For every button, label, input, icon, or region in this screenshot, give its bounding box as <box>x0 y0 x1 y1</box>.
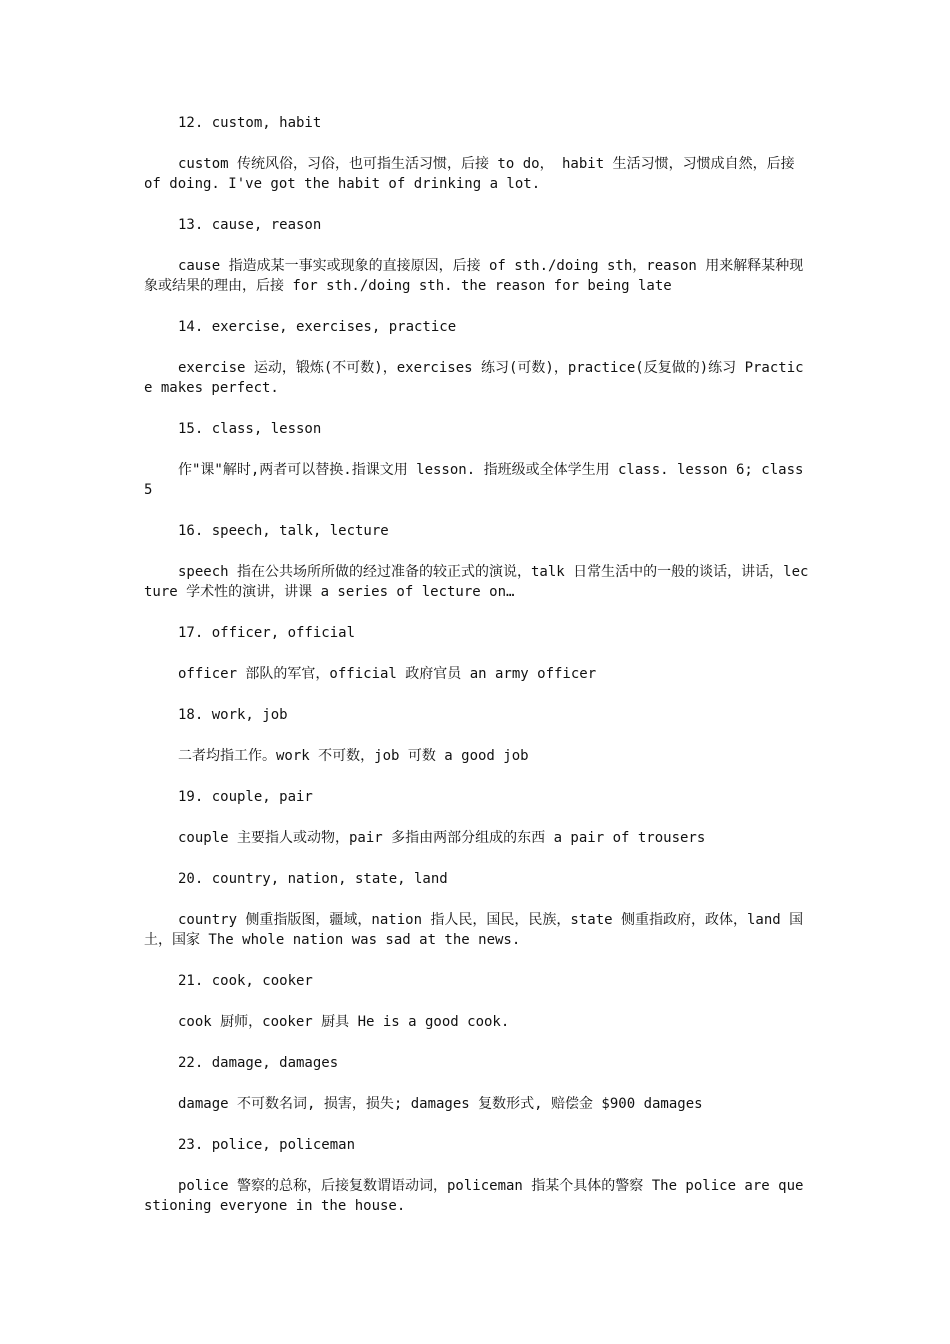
entry-heading: 20. country, nation, state, land <box>178 871 448 887</box>
entry-22 <box>144 1053 809 1114</box>
entry-heading: 19. couple, pair <box>178 789 313 805</box>
entry-body: 作"课"解时,两者可以替换.指课文用 lesson. 指班级或全体学生用 class. lesson 6; class 5 <box>144 462 804 498</box>
entry-14 <box>144 317 809 398</box>
entry-heading: 21. cook, cooker <box>178 973 313 989</box>
entry-17 <box>144 623 809 684</box>
entry-body: 二者均指工作。work 不可数，job 可数 a good job <box>178 748 529 764</box>
entry-19 <box>144 787 809 848</box>
entry-body: speech 指在公共场所所做的经过准备的较正式的演说，talk 日常生活中的一般的谈话，讲话，lecture 学术性的演讲，讲课 a series of lecture on… <box>144 564 809 600</box>
entry-12 <box>144 113 809 194</box>
entry-15 <box>144 419 809 500</box>
entry-heading: 12. custom, habit <box>178 115 322 131</box>
entry-13 <box>144 215 809 296</box>
entry-heading: 23. police, policeman <box>178 1137 356 1153</box>
entry-body: cook 厨师，cooker 厨具 He is a good cook. <box>178 1014 510 1030</box>
document-page <box>144 113 809 1237</box>
entry-heading: 22. damage, damages <box>178 1055 339 1071</box>
entry-body: cause 指造成某一事实或现象的直接原因，后接 of sth./doing sth，reason 用来解释某种现象或结果的理由，后接 for sth./doing sth. the reason for being late <box>144 258 804 294</box>
entry-heading: 13. cause, reason <box>178 217 322 233</box>
entry-16 <box>144 521 809 602</box>
entry-body: officer 部队的军官，official 政府官员 an army officer <box>178 666 597 682</box>
entry-heading: 16. speech, talk, lecture <box>178 523 389 539</box>
entry-body: custom 传统风俗，习俗，也可指生活习惯，后接 to do， habit 生活习惯，习惯成自然，后接 of doing. I've got the habit of drinking a lot. <box>144 156 795 192</box>
entry-body: couple 主要指人或动物，pair 多指由两部分组成的东西 a pair of trousers <box>178 830 706 846</box>
entry-body: country 侧重指版图，疆域，nation 指人民，国民，民族，state 侧重指政府，政体，land 国土，国家 The whole nation was sad at the news. <box>144 912 804 948</box>
entry-23 <box>144 1135 809 1216</box>
entry-21 <box>144 971 809 1032</box>
entry-body: exercise 运动，锻炼(不可数)，exercises 练习(可数)，practice(反复做的)练习 Practice makes perfect. <box>144 360 804 396</box>
entry-body: police 警察的总称，后接复数谓语动词，policeman 指某个具体的警察 The police are questioning everyone in the house. <box>144 1178 804 1214</box>
entry-heading: 18. work, job <box>178 707 288 723</box>
entry-body: damage 不可数名词, 损害，损失; damages 复数形式, 赔偿金 $900 damages <box>178 1096 703 1112</box>
entry-heading: 17. officer, official <box>178 625 356 641</box>
entry-18 <box>144 705 809 766</box>
entry-20 <box>144 869 809 950</box>
entry-heading: 14. exercise, exercises, practice <box>178 319 457 335</box>
entry-heading: 15. class, lesson <box>178 421 322 437</box>
